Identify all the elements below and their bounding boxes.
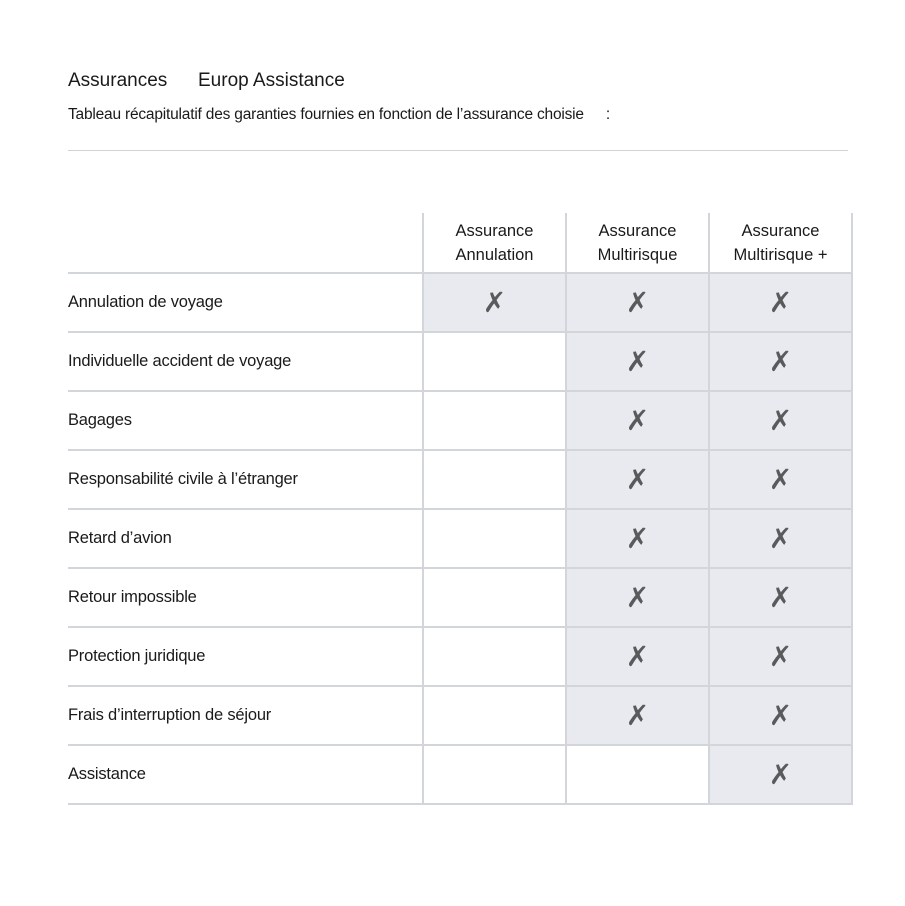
coverage-cell-included (709, 273, 852, 332)
subtitle-colon: : (605, 106, 610, 123)
title-row (68, 70, 848, 96)
coverage-cell-included (709, 391, 852, 450)
column-header-line2: Multirisque (597, 245, 678, 264)
coverage-cell-empty (423, 332, 566, 391)
coverage-cell-included (566, 509, 709, 568)
table-header-row (68, 213, 852, 273)
coverage-cell-empty (423, 450, 566, 509)
table-row (68, 273, 852, 332)
cross-mark-icon: ✗ (625, 521, 650, 555)
table-row (68, 627, 852, 686)
coverage-cell-included (566, 332, 709, 391)
coverage-cell-included (566, 450, 709, 509)
coverage-cell-included (709, 686, 852, 745)
cross-mark-icon: ✗ (768, 521, 793, 555)
coverage-cell-included (709, 627, 852, 686)
row-label: Annulation de voyage (68, 273, 423, 332)
coverage-cell-empty (566, 745, 709, 804)
table-row (68, 391, 852, 450)
coverage-cell-included (709, 332, 852, 391)
table-row (68, 509, 852, 568)
cross-mark-icon: ✗ (768, 403, 793, 437)
header-blank-cell (68, 213, 423, 273)
cross-mark-icon: ✗ (768, 462, 793, 496)
cross-mark-icon: ✗ (768, 344, 793, 378)
table-row (68, 568, 852, 627)
column-header-multirisque-plus (709, 213, 852, 273)
subtitle: Tableau récapitulatif des garanties fournies en fonction de l’assurance choisie (68, 106, 584, 123)
cross-mark-icon: ✗ (768, 698, 793, 732)
header (68, 70, 848, 128)
title-assurances: Assurances (68, 70, 168, 91)
title-company: Europ Assistance (198, 70, 345, 91)
coverage-cell-empty (423, 686, 566, 745)
column-header-line1: Assurance (741, 221, 820, 240)
cross-mark-icon: ✗ (768, 285, 793, 319)
table-row (68, 332, 852, 391)
cross-mark-icon: ✗ (768, 580, 793, 614)
column-header-line1: Assurance (455, 221, 534, 240)
column-header-line2: Annulation (455, 245, 534, 264)
coverage-cell-included (709, 745, 852, 804)
cross-mark-icon: ✗ (768, 639, 793, 673)
coverage-cell-included (566, 391, 709, 450)
coverage-cell-included (566, 686, 709, 745)
cross-mark-icon: ✗ (768, 757, 793, 791)
row-label: Responsabilité civile à l’étranger (68, 450, 423, 509)
guarantees-table (68, 213, 853, 805)
table-row (68, 686, 852, 745)
row-label: Individuelle accident de voyage (68, 332, 423, 391)
coverage-cell-empty (423, 627, 566, 686)
coverage-cell-included (566, 627, 709, 686)
coverage-cell-included (566, 273, 709, 332)
header-divider (68, 150, 848, 151)
coverage-cell-included (709, 568, 852, 627)
coverage-cell-empty (423, 745, 566, 804)
cross-mark-icon: ✗ (482, 285, 507, 319)
row-label: Retard d’avion (68, 509, 423, 568)
coverage-cell-included (566, 568, 709, 627)
column-header-line1: Assurance (598, 221, 677, 240)
cross-mark-icon: ✗ (625, 580, 650, 614)
subtitle-row (68, 106, 848, 128)
column-header-multirisque (566, 213, 709, 273)
cross-mark-icon: ✗ (625, 639, 650, 673)
cross-mark-icon: ✗ (625, 285, 650, 319)
cross-mark-icon: ✗ (625, 344, 650, 378)
row-label: Protection juridique (68, 627, 423, 686)
table-row (68, 450, 852, 509)
row-label: Retour impossible (68, 568, 423, 627)
cross-mark-icon: ✗ (625, 698, 650, 732)
column-header-line2: Multirisque + (733, 245, 828, 264)
coverage-cell-included (709, 450, 852, 509)
coverage-cell-empty (423, 391, 566, 450)
row-label: Bagages (68, 391, 423, 450)
coverage-cell-included (709, 509, 852, 568)
cross-mark-icon: ✗ (625, 462, 650, 496)
cross-mark-icon: ✗ (625, 403, 650, 437)
row-label: Assistance (68, 745, 423, 804)
coverage-cell-included (423, 273, 566, 332)
table-body (68, 273, 852, 804)
column-header-annulation (423, 213, 566, 273)
coverage-cell-empty (423, 509, 566, 568)
row-label: Frais d’interruption de séjour (68, 686, 423, 745)
coverage-cell-empty (423, 568, 566, 627)
table-row (68, 745, 852, 804)
